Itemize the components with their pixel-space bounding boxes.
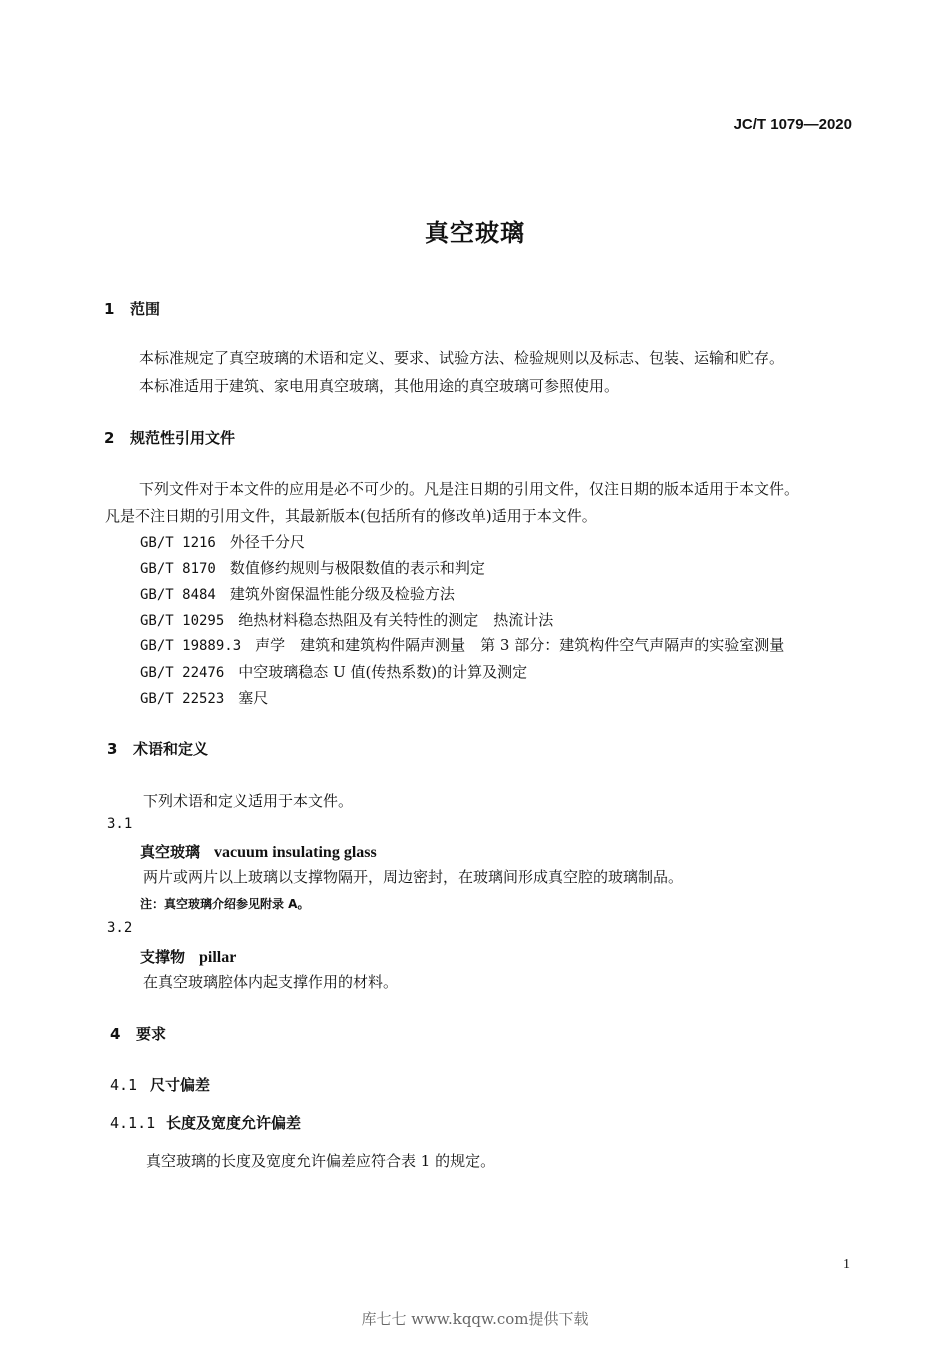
reference-item	[140, 609, 553, 630]
reference-code: GB/T 10295	[140, 613, 225, 629]
reference-code: GB/T 1216	[140, 535, 216, 551]
reference-item	[140, 661, 527, 682]
term-english: pillar	[199, 949, 237, 966]
reference-code: GB/T 8484	[140, 587, 216, 603]
reference-item	[140, 557, 485, 578]
term-note: 注：真空玻璃介绍参见附录 A。	[140, 897, 310, 911]
reference-title: 声学 建筑和建筑构件隔声测量 第 3 部分：建筑构件空气声隔声的实验室测量	[255, 636, 785, 654]
section-2-paragraph-2: 凡是不注日期的引用文件，其最新版本(包括所有的修改单)适用于本文件。	[105, 507, 597, 525]
section-2-paragraph-1: 下列文件对于本文件的应用是必不可少的。凡是注日期的引用文件，仅注日期的版本适用于本文件。	[139, 480, 800, 498]
section-1-paragraph-1: 本标准规定了真空玻璃的术语和定义、要求、试验方法、检验规则以及标志、包装、运输和贮存。	[139, 349, 785, 367]
reference-title: 绝热材料稳态热阻及有关特性的测定 热流计法	[238, 611, 554, 629]
reference-title: 数值修约规则与极限数值的表示和判定	[229, 559, 485, 577]
subsection-4-1-1-paragraph: 真空玻璃的长度及宽度允许偏差应符合表 1 的规定。	[146, 1152, 496, 1170]
subsection-number: 4.1	[110, 1076, 138, 1094]
subsection-4-1-1-heading	[110, 1112, 301, 1133]
reference-title: 外径千分尺	[229, 533, 305, 551]
section-number: 1	[104, 300, 115, 318]
reference-item	[140, 687, 268, 708]
section-4-heading	[110, 1023, 166, 1044]
section-title: 范围	[130, 300, 161, 318]
term-number: 3.1	[107, 816, 133, 832]
term-definition: 在真空玻璃腔体内起支撑作用的材料。	[143, 973, 399, 991]
page-number: 1	[843, 1257, 850, 1272]
term-number: 3.2	[107, 920, 133, 936]
subsection-title: 长度及宽度允许偏差	[166, 1114, 302, 1132]
term-entry	[140, 946, 236, 967]
subsection-title: 尺寸偏差	[150, 1076, 211, 1094]
reference-code: GB/T 8170	[140, 561, 216, 577]
section-1-heading	[104, 298, 160, 319]
term-chinese: 真空玻璃	[140, 843, 201, 861]
section-2-heading	[104, 427, 235, 448]
reference-item	[140, 531, 305, 552]
reference-title: 建筑外窗保温性能分级及检验方法	[229, 585, 455, 603]
download-watermark: 库七七 www.kqqw.com提供下载	[361, 1310, 589, 1328]
section-3-heading	[107, 738, 208, 759]
document-title: 真空玻璃	[425, 219, 525, 247]
reference-title: 塞尺	[238, 689, 269, 707]
section-3-paragraph-1: 下列术语和定义适用于本文件。	[143, 792, 354, 810]
standard-code: JC/T 1079—2020	[733, 116, 852, 133]
section-title: 规范性引用文件	[130, 429, 236, 447]
reference-code: GB/T 22523	[140, 691, 225, 707]
reference-item	[140, 634, 784, 655]
section-number: 4	[110, 1025, 121, 1043]
section-number: 3	[107, 740, 118, 758]
section-title: 术语和定义	[133, 740, 209, 758]
term-chinese: 支撑物	[140, 948, 186, 966]
term-definition: 两片或两片以上玻璃以支撑物隔开，周边密封，在玻璃间形成真空腔的玻璃制品。	[143, 868, 684, 886]
reference-code: GB/T 22476	[140, 665, 225, 681]
section-title: 要求	[136, 1025, 167, 1043]
reference-code: GB/T 19889.3	[140, 638, 242, 654]
term-entry	[140, 841, 377, 862]
reference-title: 中空玻璃稳态 U 值(传热系数)的计算及测定	[238, 663, 528, 681]
subsection-4-1-heading	[110, 1074, 210, 1095]
term-english: vacuum insulating glass	[214, 844, 377, 861]
section-number: 2	[104, 429, 115, 447]
subsection-number: 4.1.1	[110, 1114, 156, 1132]
section-1-paragraph-2: 本标准适用于建筑、家电用真空玻璃，其他用途的真空玻璃可参照使用。	[139, 377, 620, 395]
reference-item	[140, 583, 455, 604]
